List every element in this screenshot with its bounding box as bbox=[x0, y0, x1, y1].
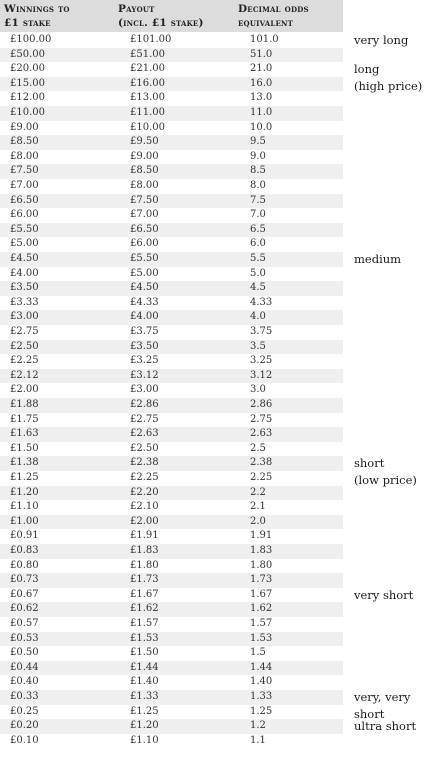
decimal-odds-cell: 1.44 bbox=[250, 661, 273, 673]
winnings-cell: £6.50 bbox=[10, 194, 39, 206]
payout-cell: £1.40 bbox=[130, 676, 159, 688]
decimal-odds-cell: 1.25 bbox=[250, 705, 273, 717]
payout-cell: £1.25 bbox=[130, 705, 159, 717]
decimal-odds-cell: 1.80 bbox=[250, 559, 273, 571]
payout-cell: £1.83 bbox=[130, 545, 159, 556]
decimal-odds-cell: 4.5 bbox=[250, 282, 266, 294]
decimal-odds-cell: 4.0 bbox=[250, 311, 266, 323]
payout-cell: £3.00 bbox=[130, 384, 159, 396]
decimal-odds-cell: 2.1 bbox=[250, 501, 266, 513]
header-decimal-line2: equivalent bbox=[238, 17, 293, 29]
table-row bbox=[0, 602, 343, 617]
payout-cell: £101.00 bbox=[130, 34, 172, 45]
winnings-cell: £5.00 bbox=[10, 238, 39, 250]
winnings-cell: £0.91 bbox=[10, 530, 39, 542]
table-row bbox=[0, 719, 343, 734]
decimal-odds-cell: 1.57 bbox=[250, 618, 273, 629]
table-row bbox=[0, 281, 343, 296]
decimal-odds-cell: 6.0 bbox=[250, 238, 266, 250]
category-label: short (low price) bbox=[354, 456, 417, 488]
payout-cell: £7.00 bbox=[130, 209, 159, 221]
payout-cell: £7.50 bbox=[130, 194, 159, 206]
payout-cell: £2.25 bbox=[130, 472, 159, 483]
payout-cell: £3.75 bbox=[130, 326, 159, 337]
winnings-cell: £1.38 bbox=[10, 457, 39, 469]
decimal-odds-cell: 2.5 bbox=[250, 442, 266, 454]
decimal-odds-cell: 10.0 bbox=[250, 121, 273, 133]
decimal-odds-cell: 11.0 bbox=[250, 107, 273, 118]
winnings-cell: £0.20 bbox=[10, 720, 39, 732]
table-row bbox=[0, 573, 343, 588]
table-row bbox=[0, 340, 343, 355]
winnings-cell: £10.00 bbox=[10, 107, 45, 118]
decimal-odds-cell: 2.25 bbox=[250, 472, 273, 483]
table-row bbox=[0, 734, 343, 749]
table-row bbox=[0, 632, 343, 647]
table-row bbox=[0, 675, 343, 690]
decimal-odds-cell: 9.0 bbox=[250, 150, 266, 162]
table-row bbox=[0, 33, 343, 48]
payout-cell: £5.00 bbox=[130, 267, 159, 279]
table-row bbox=[0, 91, 343, 106]
table-row bbox=[0, 544, 343, 559]
winnings-cell: £0.25 bbox=[10, 705, 39, 717]
table-row bbox=[0, 617, 343, 632]
winnings-cell: £2.12 bbox=[10, 369, 39, 381]
table-row bbox=[0, 398, 343, 413]
winnings-cell: £1.50 bbox=[10, 442, 39, 454]
winnings-cell: £4.00 bbox=[10, 267, 39, 279]
table-row bbox=[0, 135, 343, 150]
winnings-cell: £0.73 bbox=[10, 574, 39, 586]
decimal-odds-cell: 3.12 bbox=[250, 369, 273, 381]
table-row bbox=[0, 310, 343, 325]
decimal-odds-cell: 2.63 bbox=[250, 428, 273, 440]
table-row bbox=[0, 296, 343, 311]
winnings-cell: £1.25 bbox=[10, 472, 39, 483]
winnings-cell: £1.00 bbox=[10, 515, 39, 527]
table-row bbox=[0, 121, 343, 136]
table-row bbox=[0, 325, 343, 340]
winnings-cell: £12.00 bbox=[10, 92, 45, 104]
decimal-odds-cell: 2.0 bbox=[250, 515, 266, 527]
winnings-cell: £0.53 bbox=[10, 632, 39, 644]
decimal-odds-cell: 6.5 bbox=[250, 223, 266, 235]
decimal-odds-cell: 1.1 bbox=[250, 734, 266, 746]
winnings-cell: £100.00 bbox=[10, 34, 52, 45]
table-row bbox=[0, 164, 343, 179]
category-label: medium bbox=[354, 252, 402, 266]
table-row bbox=[0, 77, 343, 92]
payout-cell: £10.00 bbox=[130, 121, 165, 133]
decimal-odds-cell: 16.0 bbox=[250, 77, 273, 89]
table-row bbox=[0, 646, 343, 661]
table-row bbox=[0, 690, 343, 705]
decimal-odds-cell: 3.25 bbox=[250, 355, 273, 367]
payout-cell: £1.33 bbox=[130, 691, 159, 702]
payout-cell: £4.00 bbox=[130, 311, 159, 323]
decimal-odds-cell: 1.53 bbox=[250, 632, 273, 644]
decimal-odds-cell: 7.5 bbox=[250, 194, 266, 206]
payout-cell: £2.50 bbox=[130, 442, 159, 454]
winnings-cell: £2.00 bbox=[10, 384, 39, 396]
payout-cell: £6.50 bbox=[130, 223, 159, 235]
decimal-odds-cell: 8.0 bbox=[250, 180, 266, 191]
header-winnings-line1: Winnings to bbox=[4, 3, 70, 15]
decimal-odds-cell: 1.91 bbox=[250, 530, 273, 542]
decimal-odds-cell: 7.0 bbox=[250, 209, 266, 221]
payout-cell: £6.00 bbox=[130, 238, 159, 250]
decimal-odds-cell: 1.67 bbox=[250, 588, 273, 600]
table-row bbox=[0, 413, 343, 428]
payout-cell: £1.20 bbox=[130, 720, 159, 732]
payout-cell: £2.63 bbox=[130, 428, 159, 440]
header-decimal-line1: Decimal odds bbox=[238, 3, 309, 15]
payout-cell: £13.00 bbox=[130, 92, 165, 104]
category-label: very long bbox=[354, 33, 409, 47]
payout-cell: £2.75 bbox=[130, 413, 159, 425]
winnings-cell: £0.83 bbox=[10, 545, 39, 556]
decimal-odds-cell: 3.0 bbox=[250, 384, 266, 396]
decimal-odds-cell: 1.83 bbox=[250, 545, 273, 556]
winnings-cell: £5.50 bbox=[10, 223, 39, 235]
table-row bbox=[0, 661, 343, 676]
payout-cell: £9.50 bbox=[130, 136, 159, 148]
winnings-cell: £0.33 bbox=[10, 691, 39, 702]
header-winnings-line2: £1 stake bbox=[4, 17, 51, 29]
table-row bbox=[0, 383, 343, 398]
payout-cell: £1.73 bbox=[130, 574, 159, 586]
winnings-cell: £1.10 bbox=[10, 501, 39, 513]
table-row bbox=[0, 471, 343, 486]
decimal-odds-cell: 4.33 bbox=[250, 296, 273, 308]
header-payout bbox=[118, 2, 204, 30]
table-row bbox=[0, 500, 343, 515]
payout-cell: £3.50 bbox=[130, 340, 159, 352]
winnings-cell: £0.10 bbox=[10, 734, 39, 746]
payout-cell: £1.50 bbox=[130, 647, 159, 659]
decimal-odds-cell: 51.0 bbox=[250, 48, 273, 60]
payout-cell: £1.80 bbox=[130, 559, 159, 571]
table-row bbox=[0, 705, 343, 720]
table-row bbox=[0, 150, 343, 165]
table-row bbox=[0, 559, 343, 574]
decimal-odds-cell: 2.75 bbox=[250, 413, 273, 425]
table-row bbox=[0, 515, 343, 530]
winnings-cell: £1.63 bbox=[10, 428, 39, 440]
winnings-cell: £3.00 bbox=[10, 311, 39, 323]
payout-cell: £1.67 bbox=[130, 588, 159, 600]
decimal-odds-cell: 1.5 bbox=[250, 647, 266, 659]
table-row bbox=[0, 179, 343, 194]
payout-cell: £1.10 bbox=[130, 734, 159, 746]
decimal-odds-cell: 5.5 bbox=[250, 253, 266, 264]
decimal-odds-cell: 3.5 bbox=[250, 340, 266, 352]
payout-cell: £11.00 bbox=[130, 107, 165, 118]
table-row bbox=[0, 427, 343, 442]
payout-cell: £1.53 bbox=[130, 632, 159, 644]
payout-cell: £16.00 bbox=[130, 77, 165, 89]
decimal-odds-cell: 2.2 bbox=[250, 486, 266, 498]
payout-cell: £21.00 bbox=[130, 63, 165, 75]
payout-cell: £2.38 bbox=[130, 457, 159, 469]
winnings-cell: £50.00 bbox=[10, 48, 45, 60]
winnings-cell: £7.00 bbox=[10, 180, 39, 191]
table-row bbox=[0, 208, 343, 223]
winnings-cell: £2.75 bbox=[10, 326, 39, 337]
payout-cell: £2.10 bbox=[130, 501, 159, 513]
decimal-odds-cell: 5.0 bbox=[250, 267, 266, 279]
table-row bbox=[0, 106, 343, 121]
header-payout-line2: (incl. £1 stake) bbox=[118, 17, 204, 29]
payout-cell: £8.50 bbox=[130, 165, 159, 177]
winnings-cell: £2.50 bbox=[10, 340, 39, 352]
decimal-odds-cell: 1.73 bbox=[250, 574, 273, 586]
winnings-cell: £0.40 bbox=[10, 676, 39, 688]
table-row bbox=[0, 237, 343, 252]
table-header bbox=[0, 0, 343, 32]
winnings-cell: £20.00 bbox=[10, 63, 45, 75]
table-row bbox=[0, 486, 343, 501]
payout-cell: £2.00 bbox=[130, 515, 159, 527]
winnings-cell: £8.00 bbox=[10, 150, 39, 162]
decimal-odds-cell: 1.33 bbox=[250, 691, 273, 702]
payout-cell: £1.62 bbox=[130, 603, 159, 615]
winnings-cell: £6.00 bbox=[10, 209, 39, 221]
decimal-odds-cell: 101.0 bbox=[250, 34, 279, 45]
payout-cell: £5.50 bbox=[130, 253, 159, 264]
payout-cell: £4.33 bbox=[130, 296, 159, 308]
winnings-cell: £1.20 bbox=[10, 486, 39, 498]
winnings-cell: £15.00 bbox=[10, 77, 45, 89]
category-label: very short bbox=[354, 587, 414, 602]
winnings-cell: £8.50 bbox=[10, 136, 39, 148]
category-label: long (high price) bbox=[354, 62, 423, 94]
winnings-cell: £4.50 bbox=[10, 253, 39, 264]
category-label: very, very short bbox=[354, 690, 411, 721]
winnings-cell: £0.57 bbox=[10, 618, 39, 629]
decimal-odds-cell: 3.75 bbox=[250, 326, 273, 337]
winnings-cell: £0.50 bbox=[10, 647, 39, 659]
winnings-cell: £1.88 bbox=[10, 399, 39, 410]
payout-cell: £3.25 bbox=[130, 355, 159, 367]
decimal-odds-cell: 1.62 bbox=[250, 603, 273, 615]
table-row bbox=[0, 369, 343, 384]
table-row bbox=[0, 48, 343, 63]
winnings-cell: £0.67 bbox=[10, 588, 39, 600]
winnings-cell: £2.25 bbox=[10, 355, 39, 367]
decimal-odds-cell: 2.86 bbox=[250, 399, 273, 410]
payout-cell: £1.57 bbox=[130, 618, 159, 629]
payout-cell: £2.20 bbox=[130, 486, 159, 498]
winnings-cell: £3.50 bbox=[10, 282, 39, 294]
table-row bbox=[0, 354, 343, 369]
header-decimal bbox=[238, 2, 309, 30]
winnings-cell: £3.33 bbox=[10, 296, 39, 308]
payout-cell: £1.44 bbox=[130, 661, 159, 673]
decimal-odds-cell: 9.5 bbox=[250, 136, 266, 148]
decimal-odds-cell: 2.38 bbox=[250, 457, 273, 469]
payout-cell: £8.00 bbox=[130, 180, 159, 191]
winnings-cell: £1.75 bbox=[10, 413, 39, 425]
winnings-cell: £7.50 bbox=[10, 165, 39, 177]
winnings-cell: £0.80 bbox=[10, 559, 39, 571]
header-winnings bbox=[4, 2, 70, 30]
payout-cell: £1.91 bbox=[130, 530, 159, 542]
decimal-odds-cell: 8.5 bbox=[250, 165, 266, 177]
table-row bbox=[0, 442, 343, 457]
table-row bbox=[0, 252, 343, 267]
decimal-odds-cell: 1.40 bbox=[250, 676, 273, 688]
decimal-odds-cell: 1.2 bbox=[250, 720, 266, 732]
table-row bbox=[0, 223, 343, 238]
table-row bbox=[0, 588, 343, 603]
payout-cell: £4.50 bbox=[130, 282, 159, 294]
header-payout-line1: Payout bbox=[118, 3, 155, 15]
table-row bbox=[0, 62, 343, 77]
table-row bbox=[0, 456, 343, 471]
table-row bbox=[0, 194, 343, 209]
decimal-odds-cell: 13.0 bbox=[250, 92, 273, 104]
payout-cell: £9.00 bbox=[130, 150, 159, 162]
payout-cell: £3.12 bbox=[130, 369, 159, 381]
winnings-cell: £9.00 bbox=[10, 121, 39, 133]
category-label: ultra short bbox=[354, 719, 417, 734]
winnings-cell: £0.44 bbox=[10, 661, 39, 673]
winnings-cell: £0.62 bbox=[10, 603, 39, 615]
table-row bbox=[0, 529, 343, 544]
decimal-odds-cell: 21.0 bbox=[250, 63, 273, 75]
payout-cell: £51.00 bbox=[130, 48, 165, 60]
table-row bbox=[0, 267, 343, 282]
payout-cell: £2.86 bbox=[130, 399, 159, 410]
